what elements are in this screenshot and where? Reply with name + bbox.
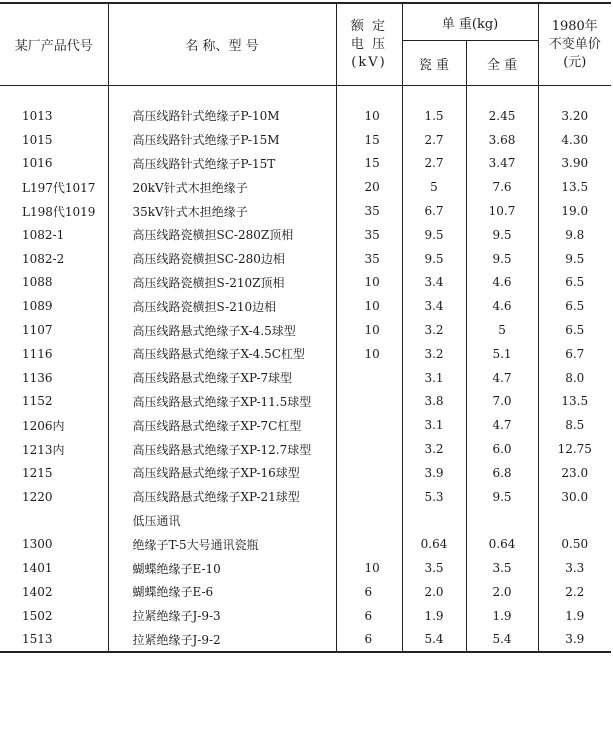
name-model-cell: 高压线路悬式绝缘子XP-21球型	[108, 485, 336, 509]
product-code-cell: 1015	[22, 132, 53, 147]
header-price-line3: (元)	[563, 54, 587, 70]
table-row	[0, 152, 611, 176]
rated-voltage-cell: 35	[336, 199, 402, 223]
unit-price-cell: 12.75	[538, 437, 611, 461]
porcelain-weight-cell: 3.1	[402, 413, 466, 437]
header-rated-voltage	[336, 3, 402, 86]
rated-voltage-cell: 6	[336, 580, 402, 604]
rated-voltage-cell: 10	[336, 271, 402, 295]
table-row	[0, 366, 611, 390]
name-model-cell: 高压线路悬式绝缘子XP-16球型	[108, 461, 336, 485]
table-row	[0, 580, 611, 604]
table-row	[0, 532, 611, 556]
unit-price-cell: 2.2	[538, 580, 611, 604]
total-weight-cell: 4.7	[466, 366, 538, 390]
header-name-model: 名 称、型 号	[108, 3, 336, 86]
table-row	[0, 128, 611, 152]
table-row	[0, 247, 611, 271]
porcelain-weight-cell: 3.2	[402, 318, 466, 342]
total-weight-cell: 2.45	[466, 104, 538, 128]
rated-voltage-cell: 35	[336, 247, 402, 271]
total-weight-cell: 3.68	[466, 128, 538, 152]
rated-voltage-cell: 10	[336, 342, 402, 366]
total-weight-cell: 9.5	[466, 247, 538, 271]
rated-voltage-cell: 6	[336, 628, 402, 653]
product-code-cell: 1513	[0, 628, 108, 653]
porcelain-weight-cell: 1.9	[402, 604, 466, 628]
rated-voltage-cell: 35	[336, 223, 402, 247]
porcelain-weight-cell: 3.8	[402, 390, 466, 414]
header-porcelain-weight: 瓷 重	[402, 41, 466, 86]
unit-price-cell: 6.5	[538, 318, 611, 342]
unit-price-cell	[538, 509, 611, 533]
table-body	[0, 86, 611, 653]
name-model-cell: 高压线路瓷横担S-210边相	[108, 294, 336, 318]
header-voltage-line3: (kV)	[351, 54, 387, 70]
name-model-cell: 高压线路悬式绝缘子XP-7C杠型	[108, 413, 336, 437]
product-code-cell: 1215	[22, 465, 53, 480]
table-row	[0, 199, 611, 223]
total-weight-cell: 9.5	[466, 485, 538, 509]
table-row	[0, 437, 611, 461]
table-row	[0, 104, 611, 128]
name-model-cell: 35kV针式木担绝缘子	[108, 199, 336, 223]
product-code-cell: 1300	[22, 537, 53, 552]
unit-price-cell: 3.90	[538, 152, 611, 176]
table-row	[0, 390, 611, 414]
porcelain-weight-cell: 9.5	[402, 247, 466, 271]
unit-price-cell: 9.5	[538, 247, 611, 271]
unit-price-cell: 3.9	[538, 628, 611, 653]
total-weight-cell: 1.9	[466, 604, 538, 628]
table-row	[0, 294, 611, 318]
table-header	[0, 3, 611, 86]
header-voltage-line1: 额 定	[350, 18, 388, 34]
name-model-cell: 高压线路悬式绝缘子X-4.5球型	[108, 318, 336, 342]
porcelain-weight-cell: 3.4	[402, 294, 466, 318]
table-row	[0, 461, 611, 485]
name-model-cell: 拉紧绝缘子J-9-3	[108, 604, 336, 628]
table-row	[0, 509, 611, 533]
product-code-cell: 1206内	[22, 418, 65, 433]
rated-voltage-cell: 20	[336, 175, 402, 199]
unit-price-cell: 30.0	[538, 485, 611, 509]
product-code-cell: 1082-1	[22, 227, 65, 242]
total-weight-cell: 4.6	[466, 271, 538, 295]
porcelain-weight-cell: 1.5	[402, 104, 466, 128]
unit-price-cell: 9.8	[538, 223, 611, 247]
rated-voltage-cell: 6	[336, 604, 402, 628]
product-code-cell: 1089	[22, 299, 53, 314]
name-model-cell: 高压线路瓷横担SC-280边相	[108, 247, 336, 271]
porcelain-weight-cell: 3.4	[402, 271, 466, 295]
total-weight-cell: 7.0	[466, 390, 538, 414]
porcelain-weight-cell: 2.7	[402, 152, 466, 176]
rated-voltage-cell	[336, 413, 402, 437]
product-code-cell: 1502	[22, 608, 53, 623]
table-row	[0, 628, 611, 653]
porcelain-weight-cell: 2.7	[402, 128, 466, 152]
rated-voltage-cell: 10	[336, 104, 402, 128]
unit-price-cell: 3.3	[538, 556, 611, 580]
rated-voltage-cell: 15	[336, 128, 402, 152]
name-model-cell: 高压线路悬式绝缘子XP-7球型	[108, 366, 336, 390]
unit-price-cell: 19.0	[538, 199, 611, 223]
table-row	[0, 413, 611, 437]
total-weight-cell: 6.8	[466, 461, 538, 485]
porcelain-weight-cell: 5.3	[402, 485, 466, 509]
product-code-cell: 1082-2	[22, 251, 65, 266]
unit-price-cell: 13.5	[538, 175, 611, 199]
table-row	[0, 271, 611, 295]
product-code-cell: 1220	[22, 489, 53, 504]
total-weight-cell: 10.7	[466, 199, 538, 223]
rated-voltage-cell: 15	[336, 152, 402, 176]
total-weight-cell: 4.7	[466, 413, 538, 437]
name-model-cell: 蝴蝶绝缘子E-6	[108, 580, 336, 604]
table-row	[0, 318, 611, 342]
unit-price-cell: 4.30	[538, 128, 611, 152]
name-model-cell: 蝴蝶绝缘子E-10	[108, 556, 336, 580]
rated-voltage-cell	[336, 437, 402, 461]
name-model-cell: 低压通讯	[108, 509, 336, 533]
product-code-cell: 1152	[22, 394, 53, 409]
porcelain-weight-cell: 3.1	[402, 366, 466, 390]
product-code-cell: 1402	[22, 584, 53, 599]
total-weight-cell: 5	[466, 318, 538, 342]
table-row	[0, 556, 611, 580]
porcelain-weight-cell: 3.5	[402, 556, 466, 580]
product-code-cell: 1136	[22, 370, 53, 385]
product-code-cell: 1213内	[22, 442, 65, 457]
total-weight-cell	[466, 509, 538, 533]
porcelain-weight-cell: 3.9	[402, 461, 466, 485]
name-model-cell: 高压线路悬式绝缘子X-4.5C杠型	[108, 342, 336, 366]
header-total-weight: 全 重	[466, 41, 538, 86]
rated-voltage-cell	[336, 461, 402, 485]
unit-price-cell: 3.20	[538, 104, 611, 128]
total-weight-cell: 2.0	[466, 580, 538, 604]
name-model-cell: 高压线路悬式绝缘子XP-12.7球型	[108, 437, 336, 461]
name-model-cell: 高压线路悬式绝缘子XP-11.5球型	[108, 390, 336, 414]
table-row	[0, 342, 611, 366]
porcelain-weight-cell	[402, 509, 466, 533]
product-code-cell: L197代1017	[22, 180, 96, 195]
rated-voltage-cell: 10	[336, 318, 402, 342]
name-model-cell: 拉紧绝缘子J-9-2	[108, 628, 336, 653]
total-weight-cell: 9.5	[466, 223, 538, 247]
name-model-cell: 高压线路针式绝缘子P-15T	[108, 152, 336, 176]
unit-price-cell: 1.9	[538, 604, 611, 628]
name-model-cell: 绝缘子T-5大号通讯瓷瓶	[108, 532, 336, 556]
product-code-cell: 1107	[22, 323, 53, 338]
unit-price-cell: 0.50	[538, 532, 611, 556]
total-weight-cell: 5.4	[466, 628, 538, 653]
product-code-cell: 1088	[22, 275, 53, 290]
header-price-line1: 1980年	[551, 18, 598, 34]
name-model-cell: 高压线路瓷横担S-210Z顶相	[108, 271, 336, 295]
porcelain-weight-cell: 3.2	[402, 437, 466, 461]
unit-price-cell: 8.0	[538, 366, 611, 390]
product-code-cell: 1116	[22, 346, 53, 361]
product-code-cell: 1013	[22, 108, 53, 123]
rated-voltage-cell: 10	[336, 294, 402, 318]
name-model-cell: 高压线路针式绝缘子P-10M	[108, 104, 336, 128]
unit-price-cell: 23.0	[538, 461, 611, 485]
rated-voltage-cell	[336, 532, 402, 556]
unit-price-cell: 13.5	[538, 390, 611, 414]
product-code-cell	[0, 509, 108, 533]
insulator-price-table	[0, 2, 611, 653]
table-row	[0, 223, 611, 247]
name-model-cell: 高压线路针式绝缘子P-15M	[108, 128, 336, 152]
total-weight-cell: 3.5	[466, 556, 538, 580]
total-weight-cell: 7.6	[466, 175, 538, 199]
table-row	[0, 604, 611, 628]
porcelain-weight-cell: 9.5	[402, 223, 466, 247]
header-product-code: 某厂产品代号	[0, 3, 108, 86]
product-code-cell: 1016	[22, 156, 53, 171]
unit-price-cell: 6.5	[538, 294, 611, 318]
name-model-cell: 高压线路瓷横担SC-280Z顶相	[108, 223, 336, 247]
porcelain-weight-cell: 0.64	[402, 532, 466, 556]
unit-price-cell: 8.5	[538, 413, 611, 437]
unit-price-cell: 6.7	[538, 342, 611, 366]
porcelain-weight-cell: 2.0	[402, 580, 466, 604]
rated-voltage-cell	[336, 390, 402, 414]
unit-price-cell: 6.5	[538, 271, 611, 295]
porcelain-weight-cell: 3.2	[402, 342, 466, 366]
total-weight-cell: 4.6	[466, 294, 538, 318]
product-code-cell: 1401	[22, 561, 53, 576]
header-unit-price	[538, 3, 611, 86]
rated-voltage-cell	[336, 509, 402, 533]
total-weight-cell: 6.0	[466, 437, 538, 461]
table-row	[0, 175, 611, 199]
total-weight-cell: 0.64	[466, 532, 538, 556]
product-code-cell: L198代1019	[22, 204, 96, 219]
total-weight-cell: 5.1	[466, 342, 538, 366]
porcelain-weight-cell: 5.4	[402, 628, 466, 653]
header-voltage-line2: 电 压	[350, 36, 388, 52]
header-price-line2: 不变单价	[548, 36, 601, 52]
porcelain-weight-cell: 6.7	[402, 199, 466, 223]
rated-voltage-cell: 10	[336, 556, 402, 580]
porcelain-weight-cell: 5	[402, 175, 466, 199]
name-model-cell: 20kV针式木担绝缘子	[108, 175, 336, 199]
total-weight-cell: 3.47	[466, 152, 538, 176]
rated-voltage-cell	[336, 366, 402, 390]
table-row	[0, 485, 611, 509]
rated-voltage-cell	[336, 485, 402, 509]
header-unit-weight: 单 重(kg)	[402, 3, 538, 41]
